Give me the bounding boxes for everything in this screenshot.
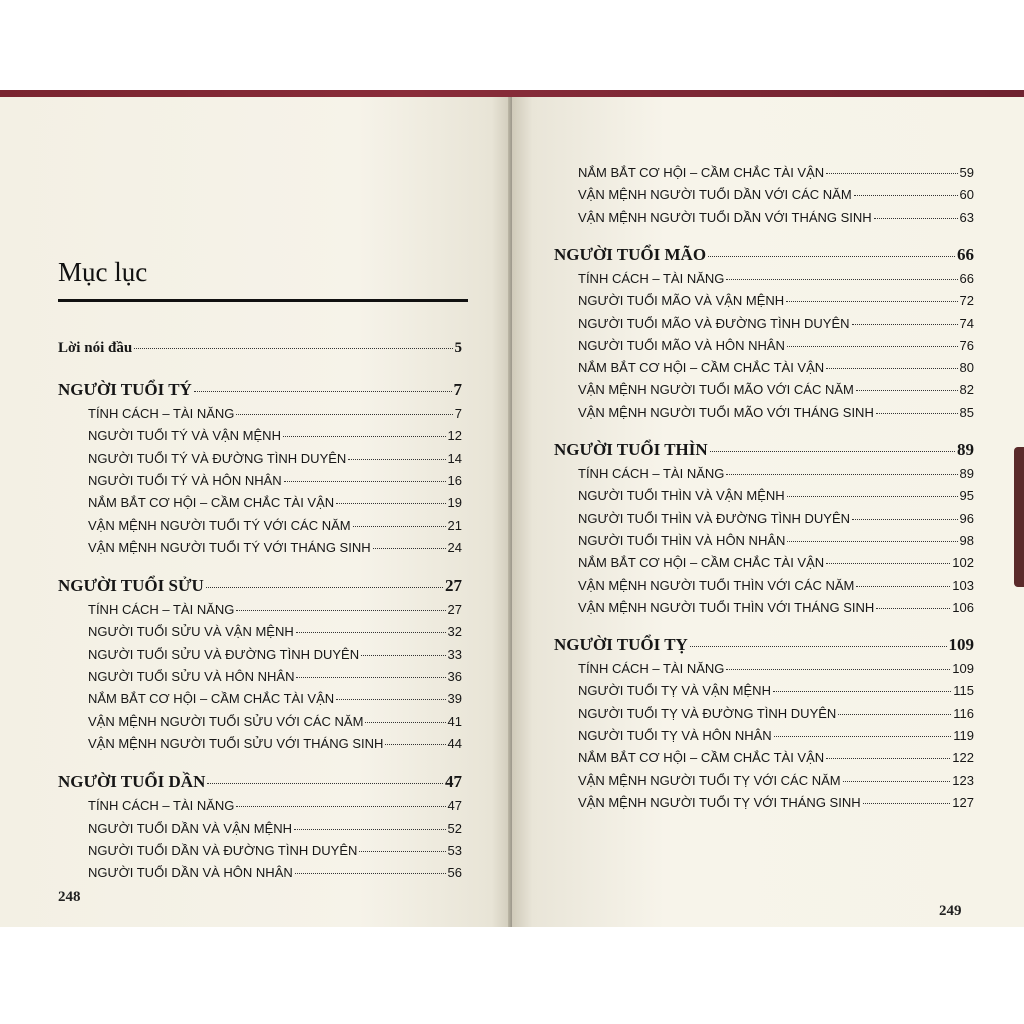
dot-leader	[852, 323, 958, 325]
dot-leader	[690, 645, 947, 647]
dot-leader	[296, 676, 445, 678]
toc-subentry	[88, 495, 462, 510]
toc-entry-label: VẬN MỆNH NGƯỜI TUỔI DẦN VỚI THÁNG SINH	[578, 209, 872, 225]
toc-entry-label: NGƯỜI TUỔI TÝ	[58, 380, 192, 399]
toc-subentry	[578, 533, 974, 548]
toc-entry-page: 27	[447, 602, 462, 618]
toc-entry-label: TÍNH CÁCH – TÀI NĂNG	[88, 798, 235, 814]
dot-leader	[353, 525, 446, 527]
book-edge	[1014, 447, 1024, 587]
toc-entry-label: NẮM BẮT CƠ HỘI – CẦM CHẮC TÀI VẬN	[88, 495, 335, 511]
toc-subentry	[88, 798, 462, 813]
dot-leader	[359, 850, 445, 852]
dot-leader	[296, 631, 446, 633]
toc-entry-label: NGƯỜI TUỔI DẦN	[58, 772, 206, 792]
dot-leader	[710, 450, 955, 452]
open-book	[0, 97, 1024, 927]
toc-entry-page: 12	[447, 428, 462, 444]
toc-entry-page: 98	[959, 532, 974, 548]
toc-entry-label: VẬN MỆNH NGƯỜI TUỔI DẦN VỚI CÁC NĂM	[578, 187, 852, 203]
dot-leader	[283, 435, 446, 437]
toc-subentry	[578, 210, 974, 225]
toc-entry-label: NẮM BẮT CƠ HỘI – CẦM CHẮC TÀI VẬN	[578, 750, 825, 766]
toc-entry-page: 60	[959, 187, 974, 203]
dot-leader	[787, 345, 958, 347]
toc-entry-page: 14	[447, 450, 462, 466]
toc-subentry	[578, 600, 974, 615]
toc-subentry	[578, 187, 974, 202]
dot-leader	[786, 300, 957, 302]
toc-heading: Mục lục	[58, 257, 148, 287]
toc-entry-label: VẬN MỆNH NGƯỜI TUỔI MÃO VỚI CÁC NĂM	[578, 382, 854, 398]
dot-leader	[361, 654, 445, 656]
toc-entry-page: 36	[447, 669, 462, 684]
toc-subentry	[578, 773, 974, 788]
toc-entry-label: NGƯỜI TUỔI THÌN	[554, 440, 708, 459]
dot-leader	[348, 458, 445, 460]
toc-entry-label: NGƯỜI TUỔI DẦN VÀ VẬN MỆNH	[88, 820, 293, 836]
toc-entry-label: NGƯỜI TUỔI TÝ VÀ VẬN MỆNH	[88, 428, 281, 444]
toc-entry-page: 127	[952, 794, 974, 810]
dot-leader	[856, 389, 958, 391]
toc-intro	[58, 340, 462, 357]
toc-entry-label: NGƯỜI TUỔI MÃO VÀ HÔN NHÂN	[578, 337, 785, 353]
toc-subentry	[578, 316, 974, 331]
toc-entry-page: 103	[952, 577, 974, 593]
toc-entry-page: 82	[959, 382, 974, 398]
toc-section	[58, 772, 462, 792]
dot-leader	[773, 690, 951, 692]
dot-leader	[365, 721, 445, 723]
toc-entry-page: 95	[959, 488, 974, 504]
toc-subentry	[88, 518, 462, 533]
toc-entry-label: NGƯỜI TUỔI THÌN VÀ ĐƯỜNG TÌNH DUYÊN	[578, 510, 851, 526]
toc-entry-page: 115	[953, 683, 974, 699]
toc-entry-label: VẬN MỆNH NGƯỜI TUỔI THÌN VỚI CÁC NĂM	[578, 577, 855, 593]
toc-subentry	[578, 511, 974, 526]
toc-entry-page: 59	[959, 165, 974, 180]
toc-subentry	[578, 360, 974, 375]
toc-entry-page: 123	[952, 772, 974, 788]
dot-leader	[826, 172, 957, 174]
toc-entry-label: NGƯỜI TUỔI THÌN VÀ VẬN MỆNH	[578, 488, 785, 504]
toc-subentry	[578, 728, 974, 743]
toc-subentry	[578, 382, 974, 397]
dot-leader	[787, 495, 958, 497]
toc-entry-page: 21	[447, 517, 462, 533]
dot-leader	[336, 502, 445, 504]
dot-leader	[373, 547, 446, 549]
toc-entry-page: 122	[952, 750, 974, 766]
toc-subentry	[88, 843, 462, 858]
dot-leader	[207, 782, 443, 784]
toc-entry-page: 47	[445, 772, 462, 792]
toc-entry-page: 106	[952, 599, 974, 615]
toc-subentry	[88, 714, 462, 729]
toc-entry-label: NẮM BẮT CƠ HỘI – CẦM CHẮC TÀI VẬN	[578, 555, 825, 571]
toc-subentry	[578, 338, 974, 353]
toc-entry-page: 63	[959, 209, 974, 225]
toc-subentry	[578, 661, 974, 676]
toc-subentry	[88, 451, 462, 466]
toc-entry-label: NGƯỜI TUỔI TỴ VÀ HÔN NHÂN	[578, 728, 772, 743]
toc-entry-label: VẬN MỆNH NGƯỜI TUỔI SỬU VỚI THÁNG SINH	[88, 735, 384, 751]
toc-entry-page: 27	[445, 576, 462, 596]
background	[0, 0, 1024, 100]
toc-entry-label: NGƯỜI TUỔI MÃO	[554, 244, 707, 264]
toc-section	[554, 245, 974, 265]
dot-leader	[336, 698, 445, 700]
toc-subentry	[578, 683, 974, 698]
dot-leader	[726, 278, 957, 280]
dot-leader	[134, 347, 452, 349]
toc-entry-page: 19	[447, 495, 462, 511]
dot-leader	[856, 585, 950, 587]
toc-subentry	[578, 488, 974, 503]
toc-entry-page: 109	[948, 635, 974, 655]
dot-leader	[854, 194, 958, 196]
toc-subentry	[88, 624, 462, 639]
toc-entry-page: 76	[959, 337, 974, 353]
dot-leader	[787, 540, 957, 542]
toc-entry-page: 89	[959, 466, 974, 481]
toc-section	[58, 380, 462, 400]
toc-section	[554, 440, 974, 460]
toc-entry-page: 109	[952, 661, 974, 677]
toc-entry-page: 56	[447, 865, 462, 881]
toc-entry-page: 119	[953, 728, 974, 743]
toc-subentry	[88, 602, 462, 617]
toc-section	[554, 635, 974, 655]
toc-subentry	[88, 428, 462, 443]
toc-entry-label: TÍNH CÁCH – TÀI NĂNG	[578, 270, 725, 286]
toc-entry-page: 72	[959, 293, 974, 309]
toc-subentry	[578, 271, 974, 286]
dot-leader	[826, 562, 950, 564]
toc-entry-page: 66	[959, 270, 974, 286]
dot-leader	[874, 217, 958, 219]
toc-entry-label: TÍNH CÁCH – TÀI NĂNG	[578, 661, 725, 677]
dot-leader	[774, 735, 952, 737]
toc-entry-label: NẮM BẮT CƠ HỘI – CẦM CHẮC TÀI VẬN	[88, 691, 335, 707]
toc-entry-page: 16	[447, 472, 462, 488]
heading-rule	[58, 299, 468, 302]
toc-subentry	[578, 750, 974, 765]
toc-entry-page: 96	[959, 510, 974, 526]
toc-entry-label: NGƯỜI TUỔI TÝ VÀ ĐƯỜNG TÌNH DUYÊN	[88, 450, 347, 466]
dot-leader	[284, 480, 446, 482]
toc-entry-label: NGƯỜI TUỔI TÝ VÀ HÔN NHÂN	[88, 472, 282, 488]
toc-entry-page: 85	[959, 404, 974, 420]
toc-subentry	[578, 293, 974, 308]
toc-entry-label: Lời nói đầu	[58, 340, 133, 356]
dot-leader	[708, 255, 955, 257]
toc-entry-page: 39	[447, 691, 462, 707]
toc-entry-label: NGƯỜI TUỔI SỬU	[58, 576, 204, 596]
toc-entry-page: 52	[447, 820, 462, 836]
toc-entry-page: 89	[957, 440, 974, 459]
dot-leader	[826, 757, 950, 759]
dot-leader	[385, 743, 445, 745]
toc-entry-label: TÍNH CÁCH – TÀI NĂNG	[88, 602, 235, 618]
dot-leader	[826, 367, 957, 369]
right-page	[512, 97, 1024, 927]
toc-subentry	[88, 691, 462, 706]
toc-entry-page: 74	[959, 315, 974, 331]
toc-entry-label: TÍNH CÁCH – TÀI NĂNG	[88, 406, 235, 421]
left-page	[0, 97, 512, 927]
toc-entry-page: 102	[952, 555, 974, 571]
toc-entry-label: NGƯỜI TUỔI SỬU VÀ ĐƯỜNG TÌNH DUYÊN	[88, 646, 360, 662]
dot-leader	[863, 802, 951, 804]
dot-leader	[876, 607, 950, 609]
dot-leader	[294, 828, 445, 830]
toc-entry-page: 53	[447, 842, 462, 858]
toc-entry-label: NGƯỜI TUỔI THÌN VÀ HÔN NHÂN	[578, 532, 786, 548]
toc-subentry	[578, 555, 974, 570]
toc-entry-label: NẮM BẮT CƠ HỘI – CẦM CHẮC TÀI VẬN	[578, 360, 825, 376]
toc-entry-label: VẬN MỆNH NGƯỜI TUỔI TỴ VỚI THÁNG SINH	[578, 794, 861, 810]
toc-entry-page: 5	[454, 340, 462, 356]
toc-entry-label: VẬN MỆNH NGƯỜI TUỔI TÝ VỚI THÁNG SINH	[88, 539, 371, 555]
page-number-right: 249	[939, 903, 962, 919]
toc-entry-label: TÍNH CÁCH – TÀI NĂNG	[578, 466, 725, 481]
toc-entry-page: 7	[453, 380, 462, 399]
page-number-left: 248	[58, 889, 81, 905]
dot-leader	[876, 412, 958, 414]
toc-entry-page: 7	[454, 406, 462, 421]
toc-entry-page: 44	[447, 735, 462, 751]
toc-entry-page: 116	[953, 705, 974, 721]
dot-leader	[852, 518, 958, 520]
toc-entry-label: VẬN MỆNH NGƯỜI TUỔI THÌN VỚI THÁNG SINH	[578, 599, 875, 615]
toc-subentry	[88, 647, 462, 662]
dot-leader	[236, 609, 445, 611]
dot-leader	[236, 413, 452, 415]
toc-entry-label: VẬN MỆNH NGƯỜI TUỔI TÝ VỚI CÁC NĂM	[88, 517, 351, 533]
toc-entry-label: NGƯỜI TUỔI MÃO VÀ ĐƯỜNG TÌNH DUYÊN	[578, 315, 850, 331]
toc-subentry	[578, 706, 974, 721]
toc-entry-label: NGƯỜI TUỔI SỬU VÀ HÔN NHÂN	[88, 669, 295, 684]
toc-subentry	[578, 466, 974, 481]
toc-entry-label: VẬN MỆNH NGƯỜI TUỔI SỬU VỚI CÁC NĂM	[88, 713, 364, 729]
toc-entry-page: 66	[957, 244, 974, 264]
toc-entry-label: VẬN MỆNH NGƯỜI TUỔI TỴ VỚI CÁC NĂM	[578, 772, 841, 788]
dot-leader	[843, 780, 951, 782]
toc-entry-page: 80	[959, 360, 974, 376]
toc-subentry	[578, 578, 974, 593]
toc-subentry	[88, 865, 462, 880]
toc-subentry	[578, 405, 974, 420]
toc-entry-label: NGƯỜI TUỔI DẦN VÀ ĐƯỜNG TÌNH DUYÊN	[88, 842, 358, 858]
toc-entry-page: 32	[447, 624, 462, 640]
toc-subentry	[88, 821, 462, 836]
toc-entry-label: NGƯỜI TUỔI TỴ	[554, 635, 688, 655]
toc-subentry	[88, 473, 462, 488]
toc-entry-label: NGƯỜI TUỔI TỴ VÀ VẬN MỆNH	[578, 683, 771, 699]
toc-entry-page: 47	[447, 798, 462, 814]
dot-leader	[726, 668, 950, 670]
dot-leader	[295, 872, 446, 874]
toc-entry-label: NGƯỜI TUỔI MÃO VÀ VẬN MỆNH	[578, 293, 785, 309]
dot-leader	[194, 390, 452, 392]
toc-entry-label: NGƯỜI TUỔI SỬU VÀ VẬN MỆNH	[88, 624, 294, 640]
dot-leader	[838, 713, 951, 715]
dot-leader	[726, 473, 957, 475]
toc-entry-label: NẮM BẮT CƠ HỘI – CẦM CHẮC TÀI VẬN	[578, 165, 825, 180]
toc-entry-page: 24	[447, 539, 462, 555]
toc-section	[58, 576, 462, 596]
toc-entry-label: NGƯỜI TUỔI DẦN VÀ HÔN NHÂN	[88, 865, 293, 881]
dot-leader	[206, 586, 443, 588]
toc-subentry	[88, 669, 462, 684]
toc-subentry	[578, 795, 974, 810]
toc-entry-page: 33	[447, 646, 462, 662]
toc-subentry	[88, 406, 462, 421]
toc-entry-label: NGƯỜI TUỔI TỴ VÀ ĐƯỜNG TÌNH DUYÊN	[578, 705, 837, 721]
toc-subentry	[578, 165, 974, 180]
dot-leader	[236, 805, 445, 807]
toc-entry-page: 41	[447, 713, 462, 729]
toc-subentry	[88, 736, 462, 751]
toc-subentry	[88, 540, 462, 555]
toc-entry-label: VẬN MỆNH NGƯỜI TUỔI MÃO VỚI THÁNG SINH	[578, 404, 874, 420]
